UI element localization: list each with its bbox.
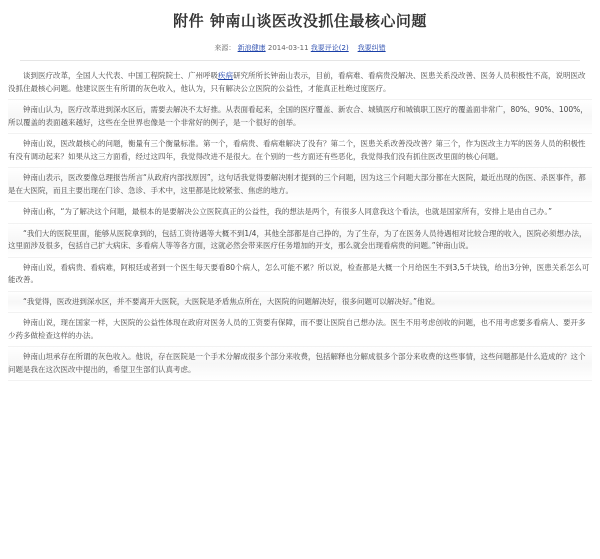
article-paragraph: 钟南山说，现在国家一样，大医院的公益性体现在政府对医务人员的工资要有保障，而不要让医院自己想办法。医生不用考虑创收的问题，也不用考虑要多看病人、要开多少药多做检查这样的办法。 <box>8 313 592 347</box>
publish-date: 2014-03-11 <box>267 44 309 52</box>
article-paragraph: 钟南山坦承存在所谓的灰色收入。他说，存在医院是一个手术分解成很多个部分来收费，包括解释也分解成很多个部分来收费的这些事情，这些问题都是什么造成的？这个问题是我在这次医改中提出的，希望卫生部们认真考虑。 <box>8 347 592 381</box>
article-paragraph: 谈到医疗改革，全国人大代表、中国工程院院士、广州呼吸疾病研究所所长钟南山表示，目前，看病难、看病贵没解决、医患关系没改善、医务人员积极性不高，说明医改没抓住最核心问题。他建议医生有所谓的灰色收入，他认为，只有解决公立医院的公益性，才能真正杜绝过度医疗。 <box>8 66 592 100</box>
article-meta <box>0 42 600 61</box>
article-paragraph: “我觉得，医改进到深水区，并不要离开大医院，大医院是矛盾焦点所在，大医院的问题解决好，很多问题可以解决好。”他说。 <box>8 292 592 314</box>
article-title: 附件 钟南山谈医改没抓住最核心问题 <box>173 12 427 30</box>
source-label: 来源： <box>214 44 236 52</box>
inline-keyword-link[interactable]: 疾病 <box>218 71 233 80</box>
correction-link[interactable]: 我要纠错 <box>357 44 386 52</box>
article-paragraph: 钟南山认为，医疗改革进到深水区后，需要去解决不太好推。从表面看起来，全国的医疗覆盖、新农合、城镇医疗和城镇职工医疗的覆盖面非常广，80%、90%、100%，所以覆盖的表面越来越好，这些在全世界也像是一个非常好的例子，是一个很好的创举。 <box>8 100 592 134</box>
article-paragraph: “我们大的医院里面，能够从医院拿到的，包括工资待遇等大概不到1/4，其他全部都是自己挣的，为了生存，为了在医务人员待遇相对比较合理的收入，医院必须想办法，这里面涉及很多，包括自己扩大病床、多看病人等等各方面，这就必然会带来医疗任务增加的开支，那么就会出现看病贵的问题。”钟南山说。 <box>8 224 592 258</box>
article-paragraph: 钟南山说，看病贵、看病难，阿根廷或者到一个医生每天要看80个病人，怎么可能不累？所以说，检查都是大概一个月给医生不到3,5千块钱，给出3分钟，医患关系怎么可能改善。 <box>8 258 592 292</box>
article-body <box>0 66 600 381</box>
article-paragraph: 钟南山称，“为了解决这个问题，最根本的是要解决公立医院真正的公益性，我的想法是两个，有很多人同意我这个看法，也就是国家所有，安排上是由自己办。” <box>8 202 592 224</box>
comments-link[interactable]: 我要评论(2) <box>310 44 349 52</box>
source-link[interactable]: 新浪健康 <box>237 44 266 52</box>
article-paragraph: 钟南山表示，医改要像总理报告所言“从政府内部找原因”，这句话我觉得要解决刚才提到的三个问题，因为这三个问题大部分都在大医院，最近出现的伤医、杀医事件，都是在大医院，而且主要出现在门诊、急诊、手术中，这里都是比较紧张、焦虑的地方。 <box>8 168 592 202</box>
article-paragraph: 钟南山说，医改最核心的问题，衡量有三个衡量标准。第一个，看病贵、看病难解决了没有？第二个，医患关系改善没改善？第三个，作为医改主力军的医务人员的积极性有没有调动起来？如果从这三方面看，经过这四年，我觉得改进不是很大。在个别的一些方面还有些恶化，我觉得我们没有抓住医改里面的核心问题。 <box>8 134 592 168</box>
meta-divider <box>20 60 580 61</box>
